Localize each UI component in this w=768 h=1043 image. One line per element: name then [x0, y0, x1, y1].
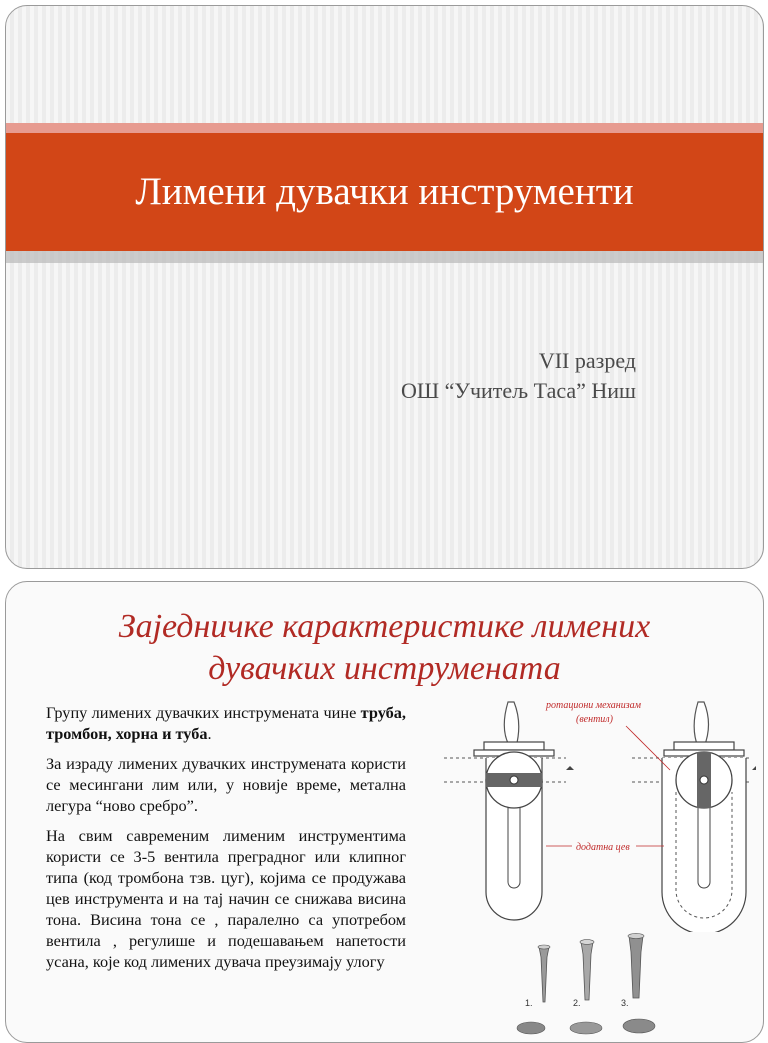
- paragraph-materials: За израду лимених дувачких инструмената користи се месингани лим или, у новије време, метална легура “ново сребро”.: [46, 754, 406, 815]
- paragraph-instrument-group: [46, 702, 406, 744]
- mouthpiece-cup-3: [623, 1019, 655, 1033]
- slide-body-text: [46, 702, 406, 981]
- title-band-shadow: [6, 251, 763, 263]
- title-slide: [5, 5, 764, 569]
- mouthpiece-label-3: 3.: [621, 998, 629, 1008]
- slide-title: Лимени дувачки инструменти: [135, 170, 634, 213]
- subtitle-school: ОШ “Учитељ Таса” Ниш: [401, 378, 636, 403]
- instrument-list: труба, тромбон, хорна и туба: [46, 703, 406, 743]
- paragraph-end: .: [207, 724, 212, 743]
- mouthpiece-label-1: 1.: [525, 998, 533, 1008]
- paragraph-valves: На свим савременим лименим инструментима користи се 3-5 вентила преградног или клипног типа (код тромбона тзв. цуг), којима се продужава цев инструмента и на тај начин се снижава висина тона. Висина тона се , паралелно са употребом вентила , регулише и подешавањем напетости усана, које код лимених дувача преузимају улогу: [46, 826, 406, 971]
- mouthpiece-3-illustration: [628, 933, 644, 998]
- valve-right-illustration: [632, 702, 756, 932]
- mouthpieces-illustration: [511, 932, 661, 1042]
- slide-heading-line2: дувачких инструмената: [208, 650, 561, 687]
- subtitle-grade: VII разред: [538, 348, 636, 373]
- paragraph-text: Групу лимених дувачких инструмената чине: [46, 703, 361, 722]
- label-rotary-mechanism: ротациони механизам: [546, 700, 642, 711]
- rotary-valve-diagram: [436, 692, 756, 932]
- mouthpiece-2-illustration: [580, 940, 594, 1000]
- title-band-accent: [6, 123, 763, 133]
- label-additional-tube: додатна цев: [576, 842, 630, 853]
- slide-heading-line1: Заједничке карактеристике лимених: [118, 608, 651, 645]
- mouthpiece-1-illustration: [538, 945, 550, 1002]
- mouthpiece-label-2: 2.: [573, 998, 581, 1008]
- valve-left-illustration: [444, 702, 574, 920]
- label-valve: (вентил): [576, 714, 613, 725]
- content-slide: [5, 581, 764, 1043]
